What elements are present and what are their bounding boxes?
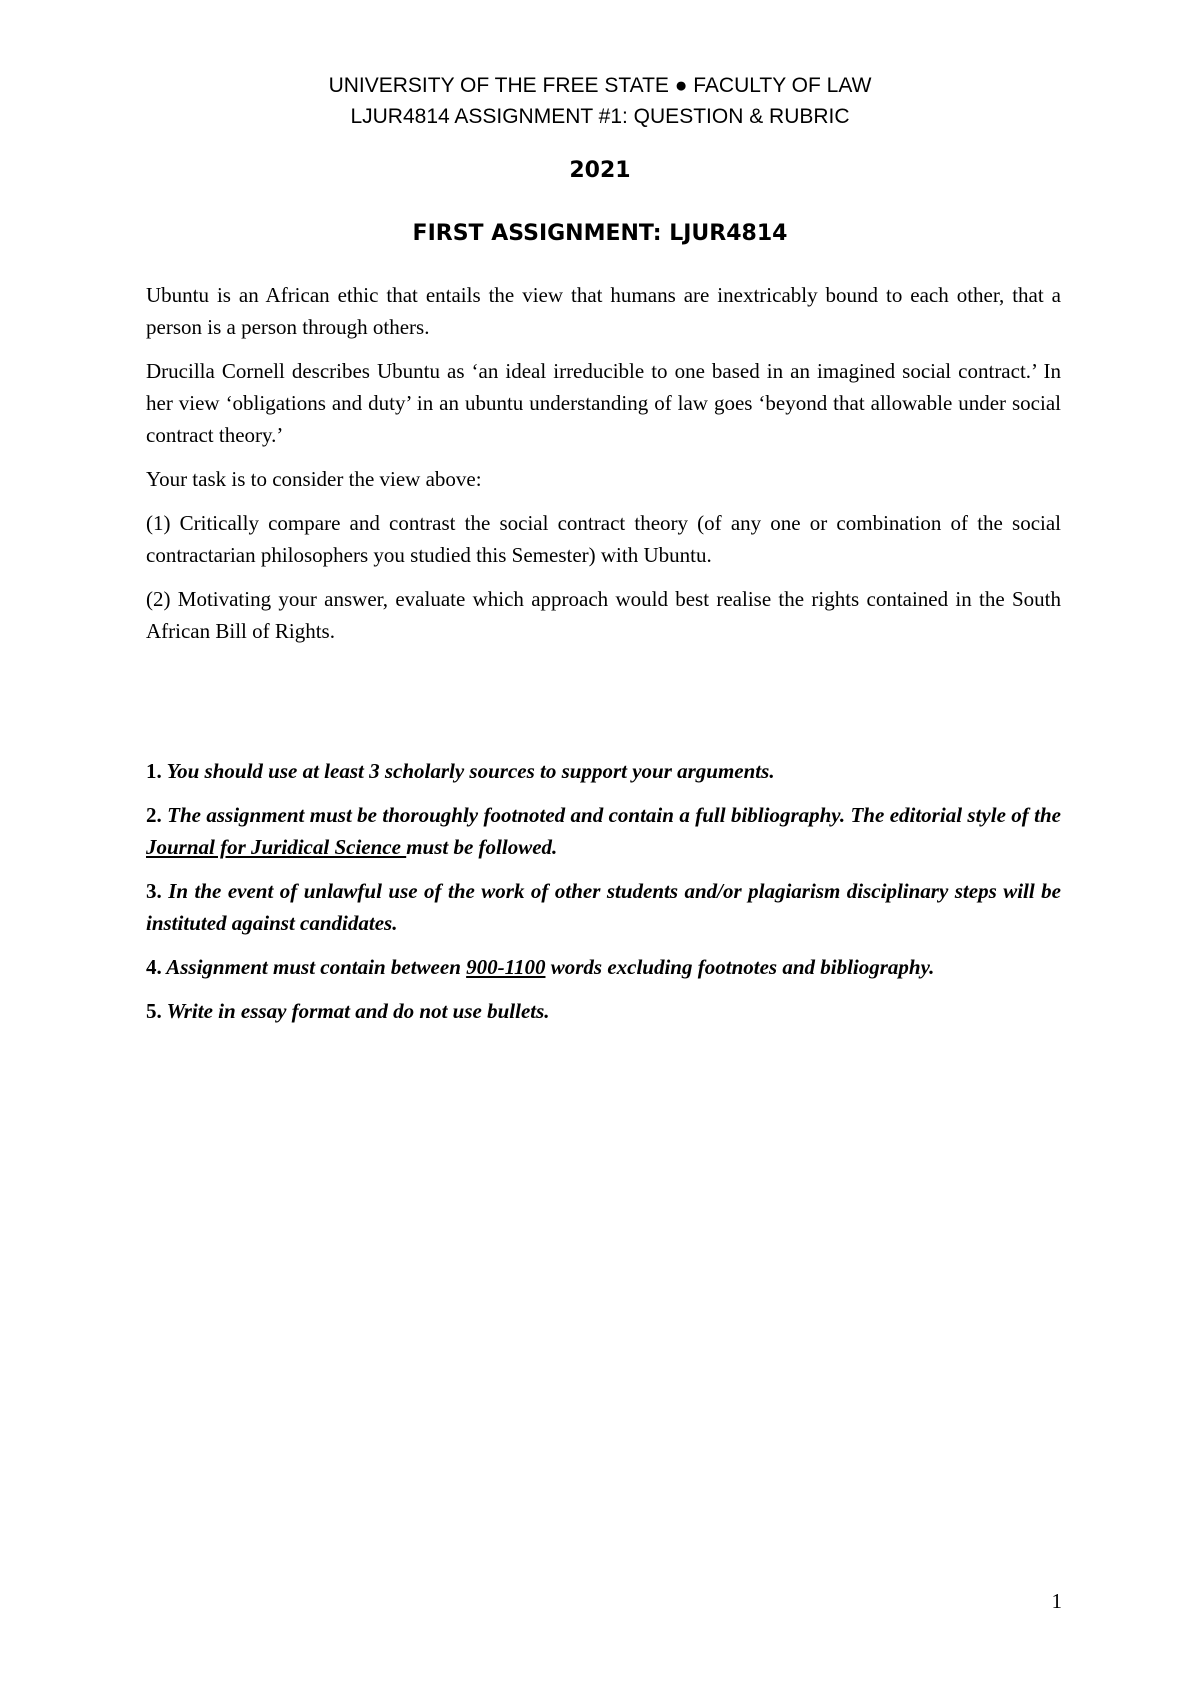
rule-number: 5. — [146, 999, 162, 1023]
rule-4 — [146, 951, 1061, 983]
rule-1 — [146, 755, 1061, 787]
year-heading: 2021 — [569, 158, 631, 183]
rule-text: You should use at least 3 scholarly sources to support your arguments. — [166, 759, 775, 783]
paragraph-task-2: (2) Motivating your answer, evaluate which approach would best realise the rights contained in the South African Bill of Rights. — [146, 587, 1061, 643]
rule-2 — [146, 799, 1061, 863]
paragraph-cornell-quote: Drucilla Cornell describes Ubuntu as ‘an ideal irreducible to one based in an imagined social contract.’ In her view ‘obligations and duty’ in an ubuntu understanding of law goes ‘beyond that allowable under social contract theory.’ — [146, 359, 1061, 447]
rule-5 — [146, 995, 1061, 1027]
rule-text: The assignment must be thoroughly footnoted and contain a full bibliography. The editorial style of the — [167, 803, 1061, 827]
rule-text: In the event of unlawful use of the work of other students and/or plagiarism disciplinary steps will be instituted against candidates. — [146, 879, 1062, 935]
question-body — [146, 279, 1061, 659]
journal-link[interactable]: Journal for Juridical Science — [146, 835, 407, 859]
assignment-title: FIRST ASSIGNMENT: LJUR4814 — [412, 221, 788, 246]
rule-text: Write in essay format and do not use bullets. — [166, 999, 550, 1023]
rule-3 — [146, 875, 1061, 939]
paragraph-task-1: (1) Critically compare and contrast the social contract theory (of any one or combination of the social contractarian philosophers you studied this Semester) with Ubuntu. — [146, 511, 1061, 567]
rule-text: Assignment must contain between — [166, 955, 467, 979]
rule-text: words excluding footnotes and bibliography. — [545, 955, 935, 979]
university-faculty-header: UNIVERSITY OF THE FREE STATE ● FACULTY OF LAW — [328, 74, 872, 97]
rule-number: 2. — [146, 803, 162, 827]
page-number: 1 — [1051, 1589, 1062, 1613]
paragraph-ubuntu-definition: Ubuntu is an African ethic that entails the view that humans are inextricably bound to each other, that a person is a person through others. — [146, 283, 1061, 339]
assignment-subheader: LJUR4814 ASSIGNMENT #1: QUESTION & RUBRIC — [350, 105, 850, 128]
word-count-range: 900-1100 — [466, 955, 546, 979]
rule-number: 1. — [146, 759, 162, 783]
rule-number: 4. — [146, 955, 162, 979]
rule-text: must be followed. — [406, 835, 558, 859]
rule-number: 3. — [146, 879, 162, 903]
assignment-rules — [146, 755, 1061, 1039]
paragraph-task-intro: Your task is to consider the view above: — [146, 467, 482, 491]
